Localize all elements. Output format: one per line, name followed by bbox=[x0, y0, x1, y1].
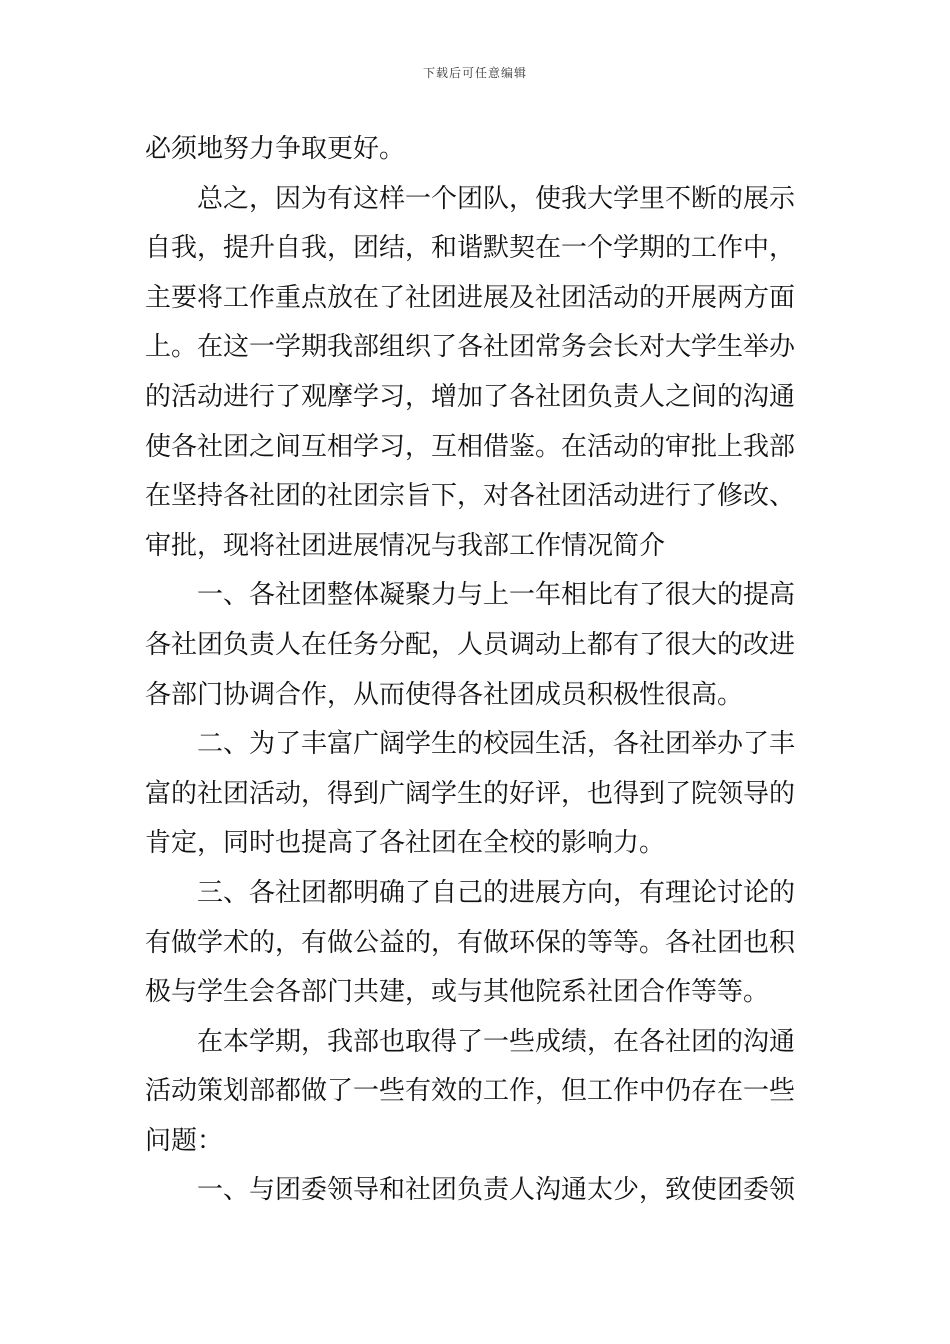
text-line: 问题： bbox=[145, 1125, 224, 1156]
text-line: 各社团负责人在任务分配，人员调动上都有了很大的改进 bbox=[145, 629, 796, 660]
text-line: 主要将工作重点放在了社团进展及社团活动的开展两方面 bbox=[145, 282, 796, 313]
text-line: 各部门协调合作，从而使得各社团成员积极性很高。 bbox=[145, 679, 744, 710]
text-line: 在坚持各社团的社团宗旨下，对各社团活动进行了修改、 bbox=[145, 481, 796, 512]
paragraph-6 bbox=[145, 1018, 810, 1167]
paragraph-1 bbox=[145, 125, 810, 175]
text-line: 有做学术的，有做公益的，有做环保的等等。各社团也积 bbox=[145, 927, 796, 958]
text-line: 总之，因为有这样一个团队，使我大学里不断的展示 bbox=[197, 183, 796, 214]
paragraph-3 bbox=[145, 571, 810, 720]
text-line: 三、各社团都明确了自己的进展方向，有理论讨论的 bbox=[197, 877, 796, 908]
paragraph-2 bbox=[145, 175, 810, 572]
text-line: 二、为了丰富广阔学生的校园生活，各社团举办了丰 bbox=[197, 729, 796, 760]
paragraph-5 bbox=[145, 869, 810, 1018]
text-line: 上。在这一学期我部组织了各社团常务会长对大学生举办 bbox=[145, 332, 796, 363]
text-line: 活动策划部都做了一些有效的工作，但工作中仍存在一些 bbox=[145, 1076, 796, 1107]
paragraph-4 bbox=[145, 720, 810, 869]
text-line: 的活动进行了观摩学习，增加了各社团负责人之间的沟通 bbox=[145, 381, 796, 412]
paragraph-7 bbox=[145, 1166, 810, 1216]
text-line: 在本学期，我部也取得了一些成绩，在各社团的沟通 bbox=[197, 1026, 796, 1057]
page-header-note: 下载后可任意编辑 bbox=[422, 66, 527, 80]
text-line: 一、各社团整体凝聚力与上一年相比有了很大的提高 bbox=[197, 580, 796, 611]
text-line: 必须地努力争取更好。 bbox=[145, 134, 406, 164]
text-line: 使各社团之间互相学习，互相借鉴。在活动的审批上我部 bbox=[145, 431, 796, 462]
text-line: 极与学生会各部门共建，或与其他院系社团合作等等。 bbox=[145, 977, 770, 1008]
text-line: 富的社团活动，得到广阔学生的好评，也得到了院领导的 bbox=[145, 778, 796, 809]
text-line: 自我，提升自我，团结，和谐默契在一个学期的工作中， bbox=[145, 233, 796, 264]
text-line: 肯定，同时也提高了各社团在全校的影响力。 bbox=[145, 828, 666, 859]
text-line: 一、与团委领导和社团负责人沟通太少，致使团委领 bbox=[197, 1175, 796, 1206]
text-line: 审批，现将社团进展情况与我部工作情况简介 bbox=[145, 530, 666, 561]
document-body bbox=[145, 125, 810, 1216]
